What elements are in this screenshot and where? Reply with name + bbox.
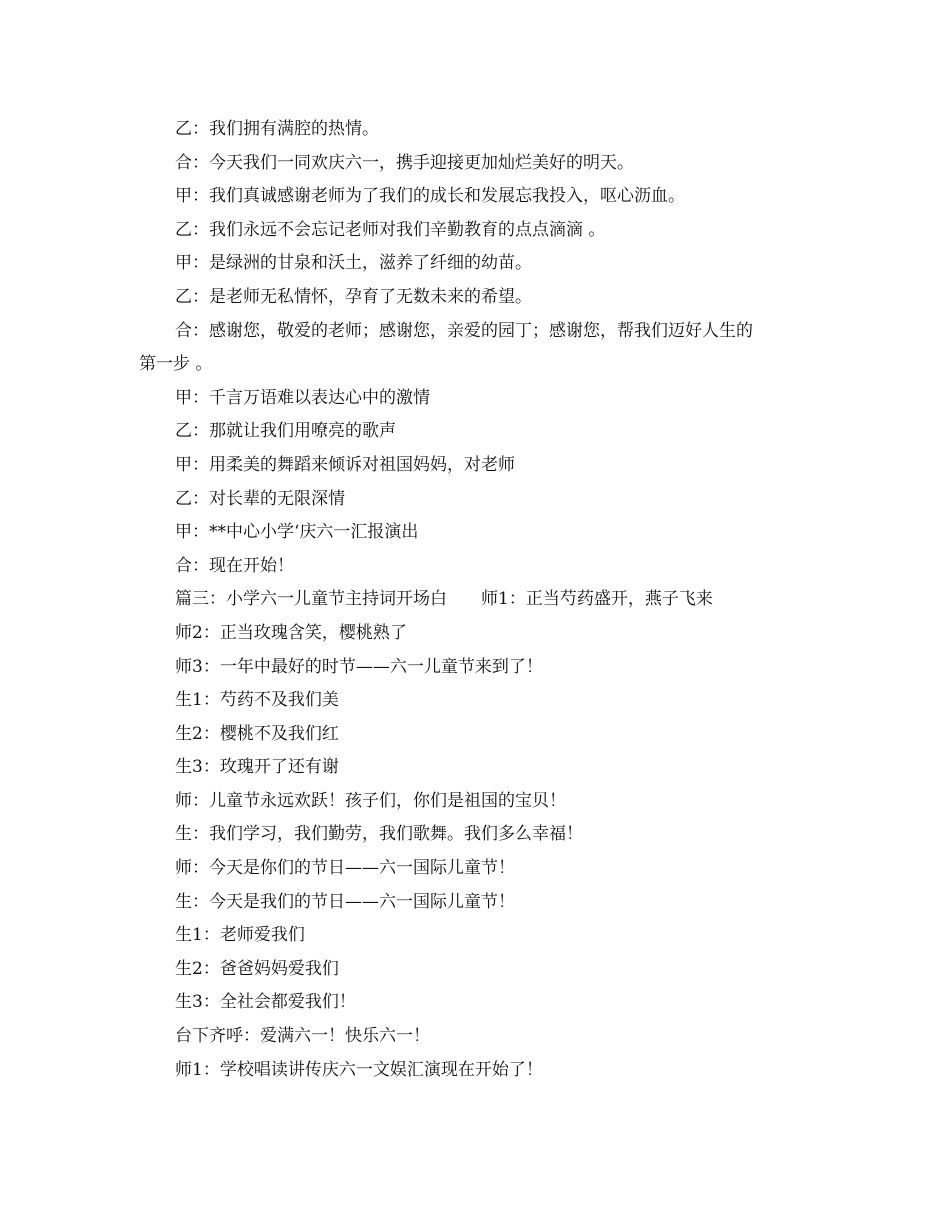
text-line: 师1：学校唱读讲传庆六一文娱汇演现在开始了！	[175, 1059, 543, 1080]
text-line: 师3：一年中最好的时节——六一儿童节来到了！	[175, 656, 543, 677]
section-heading-line: 篇三：小学六一儿童节主持词开场白 师1：正当芍药盛开，燕子飞来	[175, 589, 713, 610]
text-line: 生2：爸爸妈妈爱我们	[175, 958, 339, 979]
text-line: 生3：全社会都爱我们！	[175, 992, 356, 1013]
text-line: 合：现在开始！	[175, 555, 294, 576]
text-line: 乙：我们永远不会忘记老师对我们辛勤教育的点点滴滴 。	[175, 219, 606, 240]
text-line: 生：我们学习，我们勤劳，我们歌舞。我们多么幸福！	[175, 824, 583, 845]
text-line: 生1：芍药不及我们美	[175, 690, 339, 711]
text-line: 合：今天我们一同欢庆六一，携手迎接更加灿烂美好的明天。	[175, 152, 634, 173]
text-line: 师：今天是你们的节日——六一国际儿童节！	[175, 858, 515, 879]
text-line: 乙：那就让我们用嘹亮的歌声	[175, 421, 396, 442]
text-line: 甲：用柔美的舞蹈来倾诉对祖国妈妈，对老师	[175, 454, 515, 475]
text-line: 乙：我们拥有满腔的热情。	[175, 119, 379, 139]
document-body	[139, 113, 819, 1087]
text-line: 合：感谢您，敬爱的老师；感谢您，亲爱的园丁；感谢您，帮我们迈好人生的	[175, 320, 753, 341]
text-line-continuation: 第一步 。	[139, 354, 213, 375]
text-line: 甲：千言万语难以表达心中的激情	[175, 387, 430, 408]
text-line: 生1：老师爱我们	[175, 925, 305, 946]
text-line: 甲：我们真诚感谢老师为了我们的成长和发展忘我投入，呕心沥血。	[175, 186, 685, 207]
text-line: 生：今天是我们的节日——六一国际儿童节！	[175, 891, 515, 912]
text-line: 生2：樱桃不及我们红	[175, 723, 339, 744]
text-line: 师：儿童节永远欢跃！孩子们，你们是祖国的宝贝！	[175, 790, 566, 811]
text-line: 甲：**中心小学‘庆六一汇报演出	[175, 522, 419, 543]
text-line: 乙：对长辈的无限深情	[175, 488, 345, 509]
text-line: 乙：是老师无私情怀，孕育了无数未来的希望。	[175, 286, 532, 307]
text-line: 生3：玫瑰开了还有谢	[175, 757, 339, 778]
text-line: 师2：正当玫瑰含笑，樱桃熟了	[175, 622, 407, 643]
text-line: 台下齐呼：爱满六一！快乐六一！	[175, 1026, 430, 1047]
text-line: 甲：是绿洲的甘泉和沃土，滋养了纤细的幼苗。	[175, 253, 532, 274]
